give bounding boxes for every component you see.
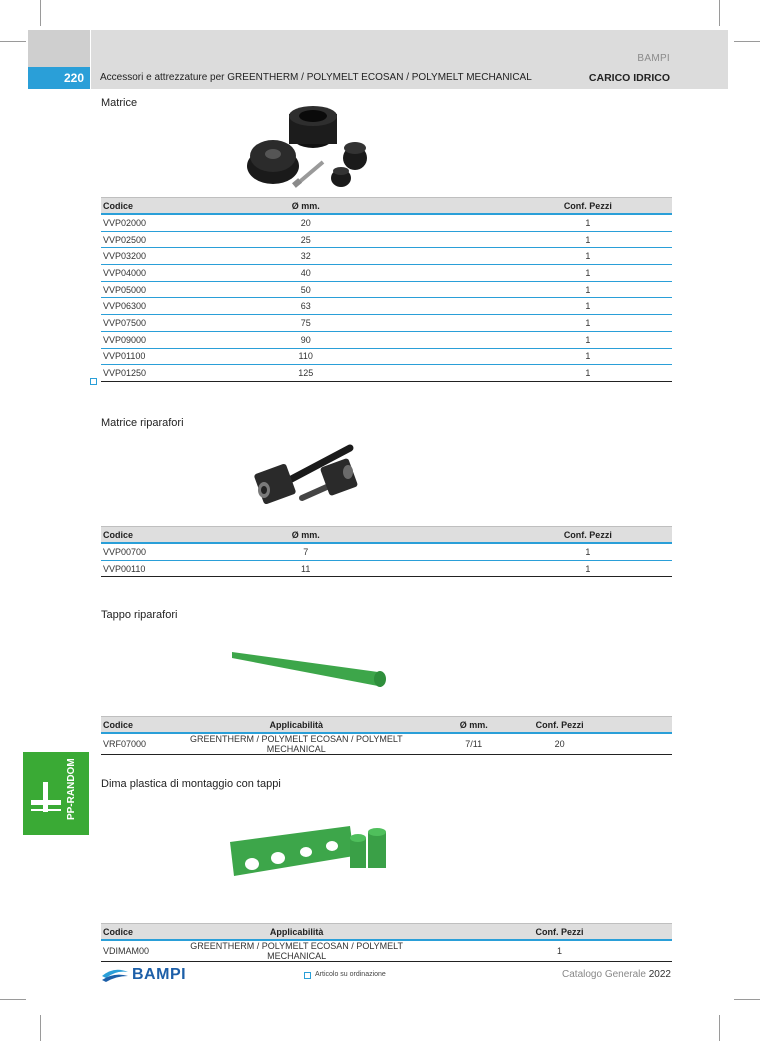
cell-codice: VVP09000 [101,331,279,348]
col-header-conf-pezzi: Conf. Pezzi [557,198,619,215]
crop-mark [0,999,26,1000]
page-title: Accessori e attrezzature per GREENTHERM / POLYMELT ECOSAN / POLYMELT MECHANICAL [100,72,532,83]
table-row [101,348,672,365]
cell-codice: VVP00110 [101,560,279,577]
cell-conf-pezzi: 1 [557,248,619,265]
table-row [101,733,672,755]
cell-diametro: 90 [279,331,332,348]
table-header-row [101,198,672,215]
col-header-codice: Codice [101,527,279,544]
table-tappo-riparafori [101,716,672,755]
page-number: 220 [28,67,90,89]
footer-note: Articolo su ordinazione [315,971,386,978]
cell-diametro: 7 [279,543,332,560]
col-header-applicabilita: Applicabilità [174,924,420,941]
table-header-row [101,527,672,544]
table-row [101,265,672,282]
col-header-codice: Codice [101,717,174,734]
header-left-block [28,30,90,67]
table-row [101,331,672,348]
cell-codice: VVP07500 [101,315,279,332]
cell-codice: VVP01250 [101,365,279,382]
table-row [101,365,672,382]
cell-conf-pezzi: 1 [557,543,619,560]
cell-conf-pezzi: 1 [557,298,619,315]
header-brand: BAMPI [637,53,670,64]
table-row [101,298,672,315]
crop-mark [40,1015,41,1041]
section-title-matrice: Matrice [101,97,138,109]
cell-conf-pezzi: 1 [557,560,619,577]
cell-conf-pezzi: 1 [528,940,590,962]
section-title-dima-plastica: Dima plastica di montaggio con tappi [101,778,281,790]
cell-codice: VVP05000 [101,281,279,298]
cell-conf-pezzi: 1 [557,231,619,248]
table-row [101,315,672,332]
table-dima-plastica [101,923,672,962]
col-header-conf-pezzi: Conf. Pezzi [557,527,619,544]
col-header-diametro: Ø mm. [279,527,332,544]
cell-codice: VVP00700 [101,543,279,560]
footer-catalog [562,969,671,980]
new-item-square-icon [90,378,97,385]
table-header-row [101,717,672,734]
new-item-square-icon [304,972,311,979]
category-title: CARICO IDRICO [588,72,670,84]
crop-mark [719,1015,720,1041]
cell-codice: VVP04000 [101,265,279,282]
table-row [101,940,672,962]
matrice-riparafori-product-image [252,440,362,510]
cell-conf-pezzi: 1 [557,315,619,332]
cell-conf-pezzi: 20 [529,733,591,755]
cell-diametro: 63 [279,298,332,315]
catalog-year: 2022 [648,969,671,980]
cell-diametro: 25 [279,231,332,248]
table-header-row [101,924,672,941]
cell-diametro: 11 [279,560,332,577]
bampi-logo-icon [100,966,130,984]
col-header-conf-pezzi: Conf. Pezzi [529,717,591,734]
matrice-product-image [245,104,385,190]
table-row [101,281,672,298]
crop-mark [0,41,26,42]
table-row [101,214,672,231]
cell-diametro: 32 [279,248,332,265]
cell-conf-pezzi: 1 [557,331,619,348]
footer-logo-text: BAMPI [132,966,187,983]
cell-codice: VRF07000 [101,733,174,755]
section-title-tappo-riparafori: Tappo riparafori [101,609,178,621]
col-header-diametro: Ø mm. [419,717,529,734]
cell-codice: VVP01100 [101,348,279,365]
side-tab-label: PP-RANDOM [66,758,77,820]
table-row [101,560,672,577]
cell-diametro: 125 [279,365,332,382]
cell-conf-pezzi: 1 [557,348,619,365]
section-title-matrice-riparafori: Matrice riparafori [101,417,184,429]
cell-diametro: 50 [279,281,332,298]
cell-applicabilita: GREENTHERM / POLYMELT ECOSAN / POLYMELT MECHANICAL [174,940,420,962]
cell-conf-pezzi: 1 [557,265,619,282]
side-category-tab[interactable] [23,752,89,835]
cell-applicabilita: GREENTHERM / POLYMELT ECOSAN / POLYMELT MECHANICAL [174,733,419,755]
header-divider [90,30,91,89]
col-header-conf-pezzi: Conf. Pezzi [528,924,590,941]
col-header-diametro: Ø mm. [279,198,332,215]
table-row [101,543,672,560]
table-row [101,248,672,265]
cell-codice: VVP02500 [101,231,279,248]
table-matrice-riparafori [101,526,672,577]
catalog-label: Catalogo Generale [562,969,646,980]
cell-codice: VVP06300 [101,298,279,315]
cell-diametro: 7/11 [419,733,529,755]
cell-diametro: 20 [279,214,332,231]
col-header-applicabilita: Applicabilità [174,717,419,734]
cell-conf-pezzi: 1 [557,214,619,231]
tappo-riparafori-product-image [228,648,390,692]
col-header-codice: Codice [101,924,174,941]
table-matrice [101,197,672,382]
dima-plastica-product-image [226,820,398,880]
crop-mark [40,0,41,26]
col-header-codice: Codice [101,198,279,215]
table-row [101,231,672,248]
crop-mark [734,999,760,1000]
cell-diametro: 75 [279,315,332,332]
cell-codice: VVP03200 [101,248,279,265]
cell-diametro: 110 [279,348,332,365]
crop-mark [719,0,720,26]
cell-codice: VDIMAM00 [101,940,174,962]
tee-fitting-icon [23,752,89,835]
cell-diametro: 40 [279,265,332,282]
cell-conf-pezzi: 1 [557,281,619,298]
cell-conf-pezzi: 1 [557,365,619,382]
crop-mark [734,41,760,42]
cell-codice: VVP02000 [101,214,279,231]
